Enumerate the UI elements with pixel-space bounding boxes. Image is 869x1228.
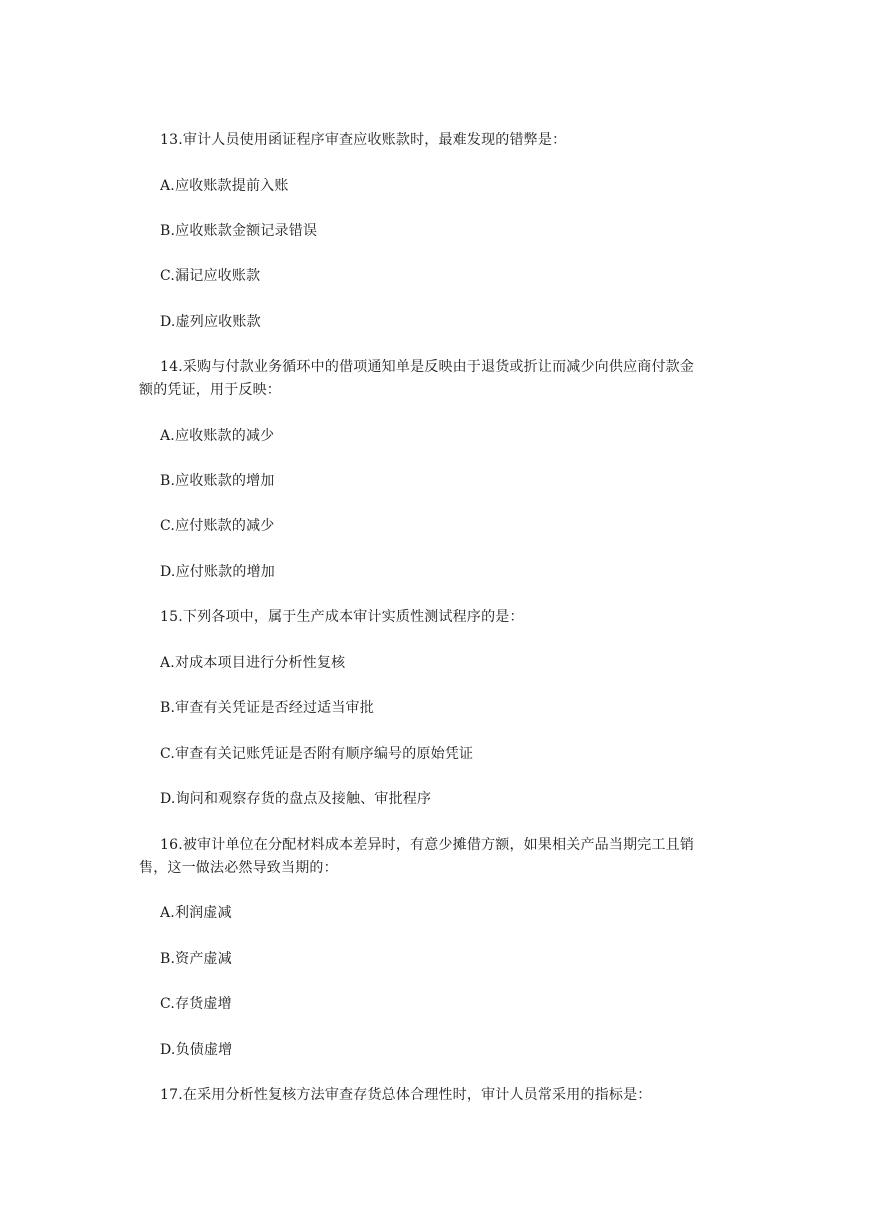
question-13-option-c: C.漏记应收账款 <box>160 268 261 284</box>
question-15-stem: 15.下列各项中，属于生产成本审计实质性测试程序的是： <box>160 609 524 625</box>
question-16-option-b: B.资产虚减 <box>160 951 232 967</box>
question-13-option-b: B.应收账款金额记录错误 <box>160 223 318 239</box>
question-15-option-d: D.询问和观察存货的盘点及接触、审批程序 <box>160 791 432 807</box>
question-13-option-a: A.应收账款提前入账 <box>160 178 289 194</box>
question-14-stem-line-1: 14.采购与付款业务循环中的借项通知单是反映由于退货或折让而减少向供应商付款金 <box>160 359 695 375</box>
question-15-option-c: C.审查有关记账凭证是否附有顺序编号的原始凭证 <box>160 746 474 762</box>
question-13-stem: 13.审计人员使用函证程序审查应收账款时，最难发现的错弊是： <box>160 132 567 148</box>
question-16-stem-line-1: 16.被审计单位在分配材料成本差异时，有意少摊借方额，如果相关产品当期完工且销 <box>160 837 695 853</box>
question-15-option-a: A.对成本项目进行分析性复核 <box>160 655 346 671</box>
question-14-option-c: C.应付账款的减少 <box>160 518 275 534</box>
question-15-option-b: B.审查有关凭证是否经过适当审批 <box>160 700 374 716</box>
question-13-option-d: D.虚列应收账款 <box>160 314 261 330</box>
question-16-option-d: D.负债虚增 <box>160 1042 233 1058</box>
question-16-option-c: C.存货虚增 <box>160 996 232 1012</box>
question-14-option-d: D.应付账款的增加 <box>160 564 275 580</box>
question-14-option-b: B.应收账款的增加 <box>160 473 275 489</box>
question-14-option-a: A.应收账款的减少 <box>160 428 275 444</box>
question-16-stem-line-2: 售，这一做法必然导致当期的： <box>139 860 338 876</box>
question-17-stem: 17.在采用分析性复核方法审查存货总体合理性时，审计人员常采用的指标是： <box>160 1087 652 1103</box>
question-14-stem-line-2: 额的凭证，用于反映： <box>139 382 281 398</box>
question-16-option-a: A.利润虚减 <box>160 905 232 921</box>
